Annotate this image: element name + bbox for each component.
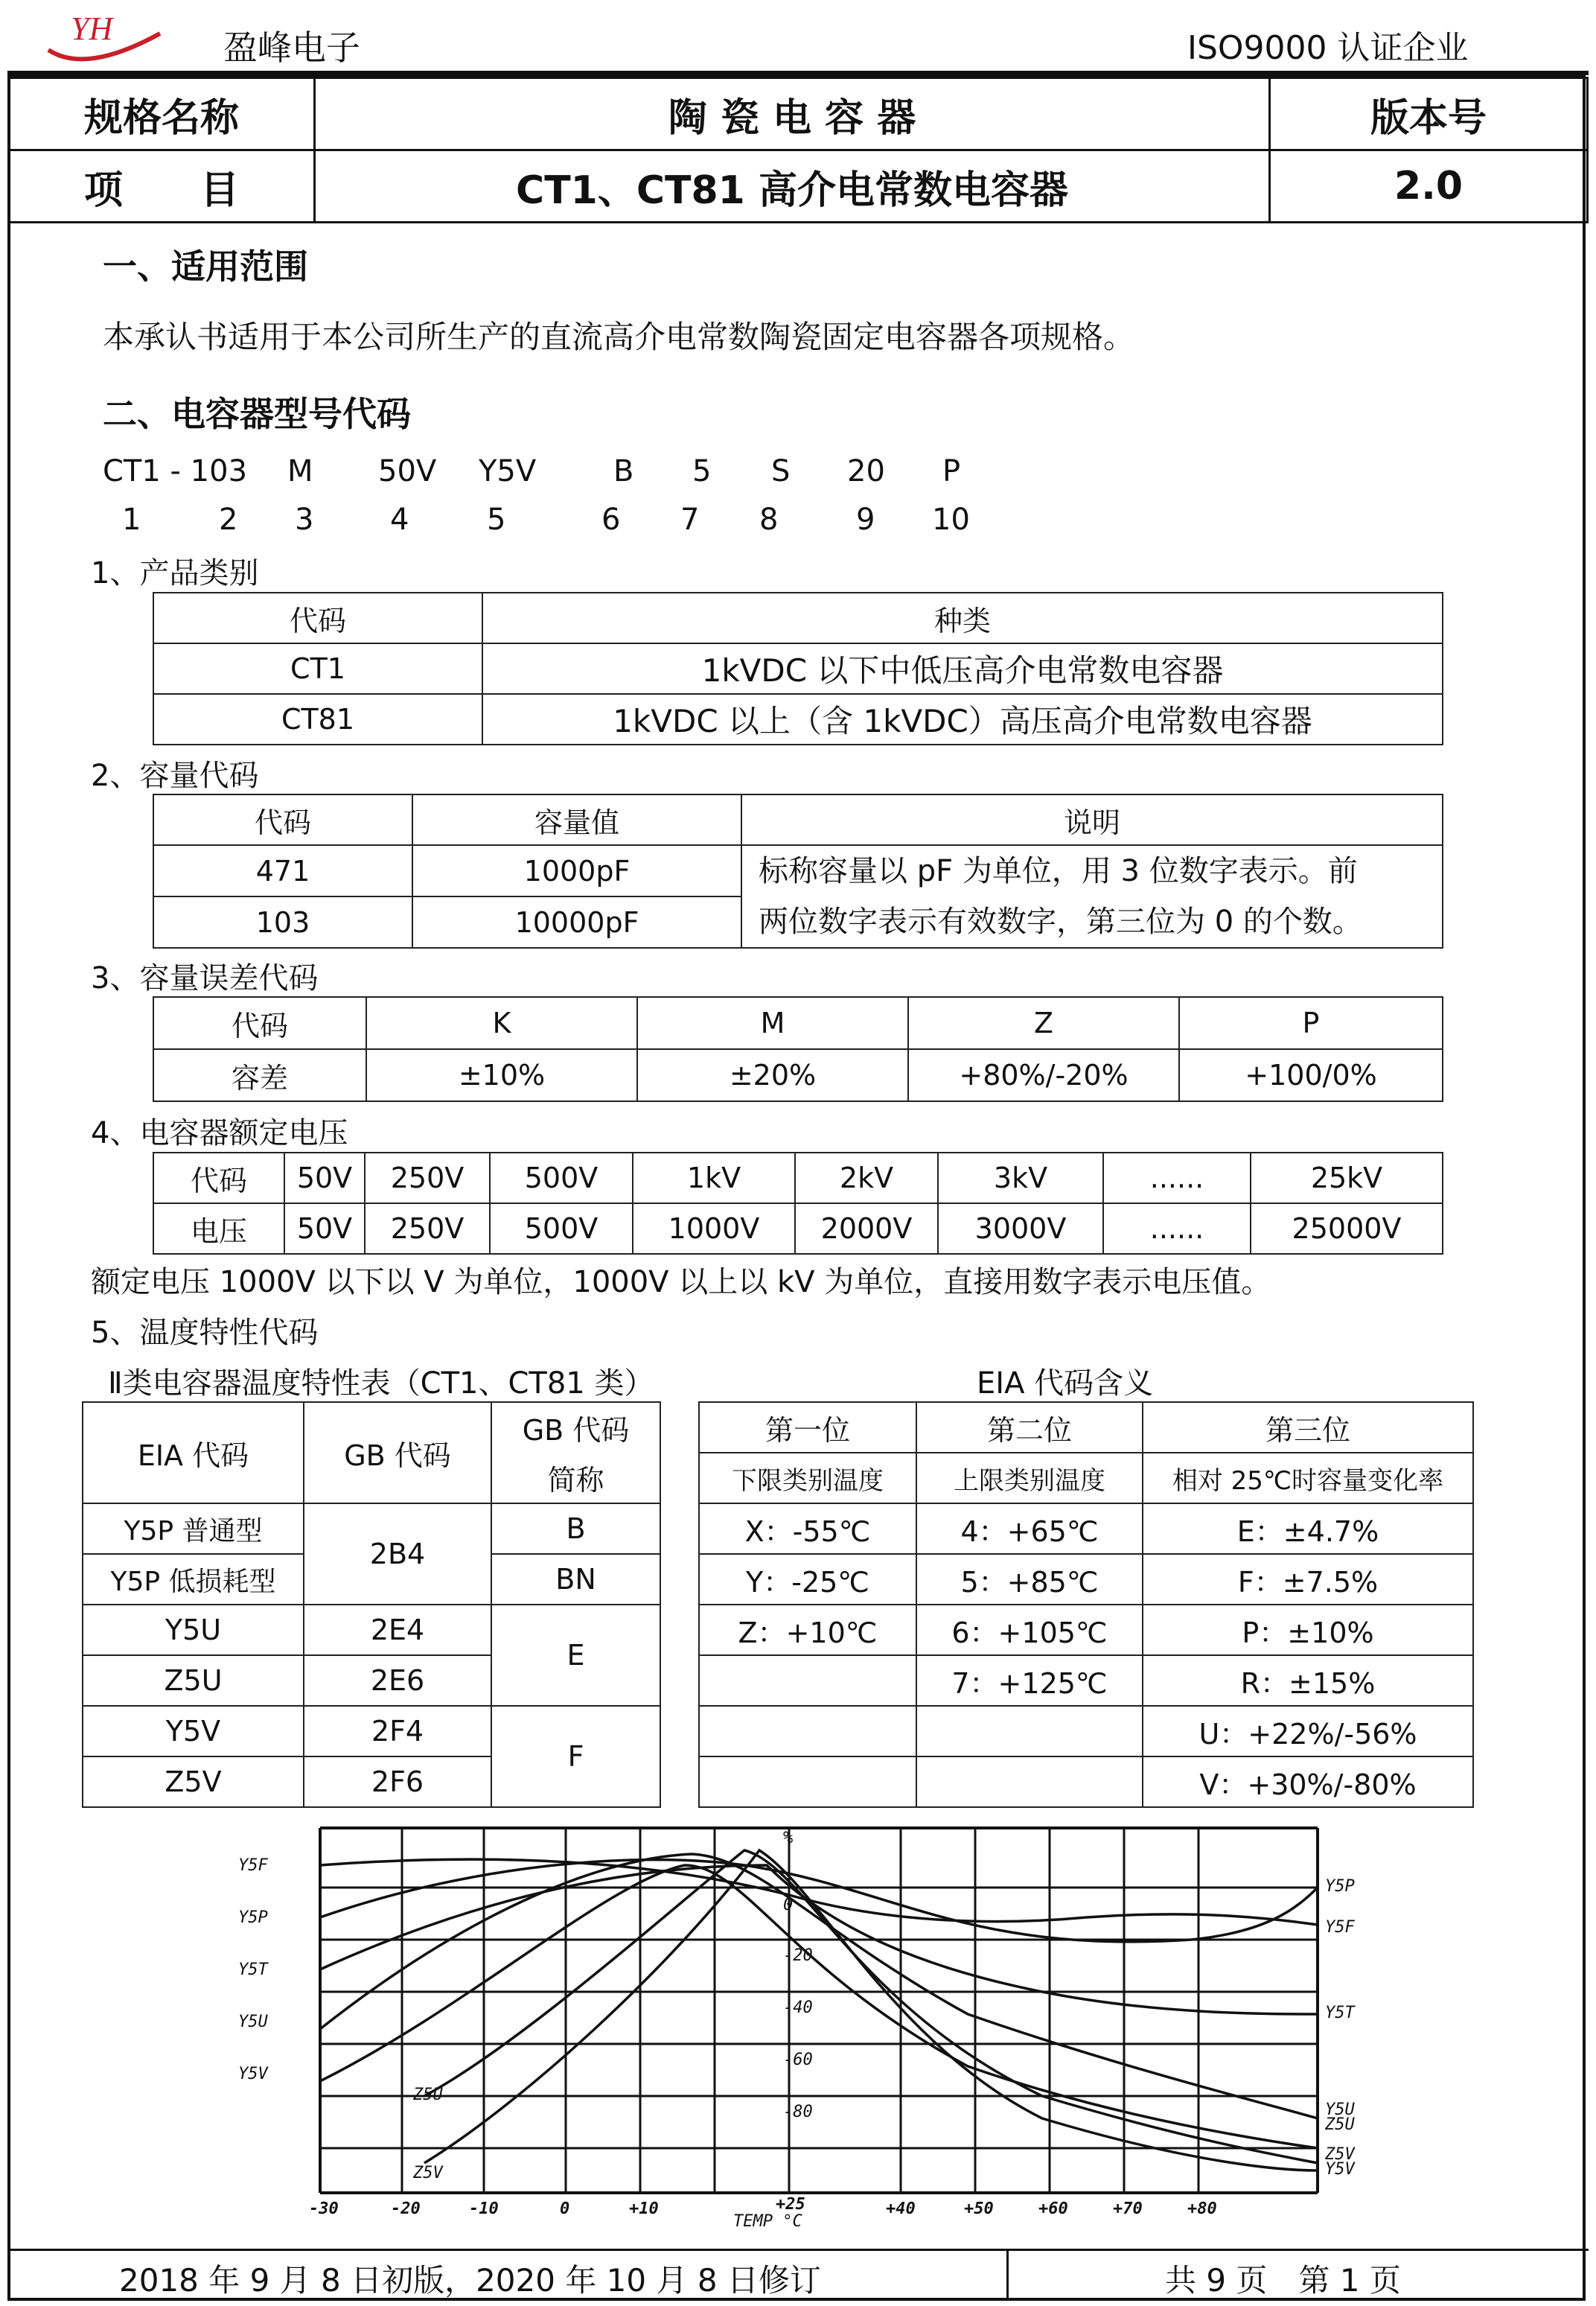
x-tick: -30 bbox=[309, 2200, 339, 2218]
curve-label: Z5V bbox=[1325, 2145, 1355, 2164]
x-tick: +25 bbox=[776, 2195, 805, 2214]
table-cell: 电压 bbox=[153, 1203, 284, 1254]
x-tick: 0 bbox=[560, 2200, 570, 2218]
table-header: 代码 bbox=[153, 794, 412, 845]
table-cell: Y5U bbox=[83, 1605, 304, 1655]
table-cell: E：±4.7% bbox=[1143, 1503, 1473, 1554]
table-cell: 10000pF bbox=[412, 896, 741, 948]
code-index: 6 bbox=[601, 503, 621, 537]
product-category-table bbox=[153, 592, 1443, 745]
table-cell bbox=[916, 1706, 1143, 1756]
table-header: 代码 bbox=[153, 593, 482, 643]
code-part: S bbox=[771, 454, 791, 488]
capacitance-code-table bbox=[153, 794, 1443, 949]
note-line: 两位数字表示有效数字，第三位为 0 的个数。 bbox=[759, 905, 1362, 939]
table-cell: 相对 25℃时容量变化率 bbox=[1143, 1453, 1473, 1503]
table-row bbox=[153, 845, 1443, 896]
table-header: GB 代码 bbox=[304, 1402, 491, 1503]
sub2-title: 2、容量代码 bbox=[91, 759, 259, 793]
curve-label: Y5U bbox=[1325, 2100, 1355, 2119]
curve-label: Y5V bbox=[238, 2065, 268, 2083]
code-index: 8 bbox=[759, 503, 779, 537]
table-cell: F：±7.5% bbox=[1143, 1554, 1473, 1605]
table-cell: 3000V bbox=[938, 1203, 1103, 1254]
code-index: 4 bbox=[390, 503, 409, 537]
table-header: 简称 bbox=[491, 1453, 660, 1503]
table-cell: 500V bbox=[490, 1203, 633, 1254]
table-cell: ±20% bbox=[637, 1049, 908, 1101]
section2-heading: 二、电容器型号代码 bbox=[103, 394, 411, 434]
temperature-characteristic-chart bbox=[223, 1821, 1385, 2230]
table-cell: 2kV bbox=[795, 1153, 938, 1203]
code-index: 10 bbox=[932, 503, 970, 537]
table-cell: CT81 bbox=[153, 694, 482, 745]
table-cell: K bbox=[366, 997, 637, 1049]
capacitance-note bbox=[741, 845, 1443, 948]
certification-label: ISO9000 认证企业 bbox=[1187, 29, 1469, 67]
curve-label: Y5F bbox=[238, 1856, 268, 1875]
voltage-table bbox=[153, 1152, 1443, 1255]
table-cell: ±10% bbox=[366, 1049, 637, 1101]
y-tick: -40 bbox=[783, 1998, 813, 2017]
table-cell bbox=[699, 1756, 916, 1807]
company-name: 盈峰电子 bbox=[223, 28, 360, 68]
curve-label: Z5V bbox=[413, 2164, 443, 2182]
table-header: 第二位 bbox=[916, 1402, 1143, 1453]
table-cell: Z bbox=[908, 997, 1179, 1049]
table-header: EIA 代码 bbox=[83, 1402, 304, 1503]
table-cell: 1000pF bbox=[412, 845, 741, 896]
table-cell: 1000V bbox=[633, 1203, 795, 1254]
y-tick: -60 bbox=[783, 2051, 813, 2069]
table-cell: 250V bbox=[365, 1153, 490, 1203]
y-tick: -80 bbox=[783, 2103, 813, 2121]
table-cell: 50V bbox=[284, 1153, 365, 1203]
code-part: M bbox=[287, 454, 313, 488]
code-part: 5 bbox=[692, 454, 712, 488]
version-label: 版本号 bbox=[1270, 78, 1588, 150]
version-value: 2.0 bbox=[1270, 150, 1588, 223]
model-code bbox=[103, 454, 1070, 491]
code-index: 1 bbox=[122, 503, 141, 537]
left-table-caption: Ⅱ类电容器温度特性表（CT1、CT81 类） bbox=[108, 1366, 654, 1401]
note-line: 标称容量以 pF 为单位，用 3 位数字表示。前 bbox=[759, 854, 1358, 888]
table-cell: 2000V bbox=[795, 1203, 938, 1254]
footer-page-number: 共 9 页 第 1 页 bbox=[1165, 2262, 1401, 2299]
curve-label: Y5V bbox=[1325, 2160, 1355, 2179]
y-tick: -20 bbox=[783, 1946, 813, 1965]
x-tick: +10 bbox=[629, 2200, 659, 2218]
table-cell: F bbox=[491, 1706, 660, 1807]
table-header: GB 代码 bbox=[491, 1402, 660, 1453]
table-cell: BN bbox=[491, 1554, 660, 1605]
table-cell: 1kVDC 以下中低压高介电常数电容器 bbox=[482, 643, 1443, 694]
curve-label: Y5F bbox=[1325, 1918, 1355, 1937]
table-cell: Z5U bbox=[83, 1655, 304, 1706]
sub5-title: 5、温度特性代码 bbox=[91, 1316, 319, 1350]
section1-text: 本承认书适用于本公司所生产的直流高介电常数陶瓷固定电容器各项规格。 bbox=[103, 319, 1135, 355]
item-name: CT1、CT81 高介电常数电容器 bbox=[315, 150, 1270, 223]
table-cell: X：-55℃ bbox=[699, 1503, 916, 1554]
curve-label: Z5U bbox=[413, 2086, 443, 2104]
table-cell: M bbox=[637, 997, 908, 1049]
table-header: 容量值 bbox=[412, 794, 741, 845]
table-cell: +100/0% bbox=[1179, 1049, 1443, 1101]
table-cell: 下限类别温度 bbox=[699, 1453, 916, 1503]
table-cell: 2F4 bbox=[304, 1706, 491, 1756]
footer-revision: 2018 年 9 月 8 日初版，2020 年 10 月 8 日修订 bbox=[119, 2262, 821, 2299]
table-cell: Y5P 低损耗型 bbox=[83, 1554, 304, 1605]
table-cell: CT1 bbox=[153, 643, 482, 694]
table-cell: 1kVDC 以上（含 1kVDC）高压高介电常数电容器 bbox=[482, 694, 1443, 745]
table-cell: Z5V bbox=[83, 1756, 304, 1807]
sub1-title: 1、产品类别 bbox=[91, 556, 259, 590]
curve-label: Y5U bbox=[238, 2013, 268, 2031]
table-cell: 2F6 bbox=[304, 1756, 491, 1807]
curve-label: Y5P bbox=[1325, 1877, 1355, 1896]
table-cell bbox=[916, 1756, 1143, 1807]
table-cell: 2B4 bbox=[304, 1503, 491, 1605]
table-cell: 50V bbox=[284, 1203, 365, 1254]
spec-name: 陶 瓷 电 容 器 bbox=[315, 78, 1270, 150]
table-cell: 25000V bbox=[1251, 1203, 1443, 1254]
table-cell: Y：-25℃ bbox=[699, 1554, 916, 1605]
sub4-title: 4、电容器额定电压 bbox=[91, 1116, 348, 1150]
table-cell: Y5P 普通型 bbox=[83, 1503, 304, 1554]
y-tick: 0 bbox=[783, 1896, 794, 1914]
code-part: B bbox=[613, 454, 634, 488]
table-cell: 471 bbox=[153, 845, 412, 896]
table-cell: U：+22%/-56% bbox=[1143, 1706, 1473, 1756]
table-row bbox=[153, 643, 1443, 694]
tolerance-table bbox=[153, 996, 1443, 1102]
right-table-caption: EIA 代码含义 bbox=[977, 1366, 1154, 1401]
footer-divider bbox=[1006, 2249, 1009, 2301]
code-index: 3 bbox=[295, 503, 314, 537]
voltage-note: 额定电压 1000V 以下以 V 为单位，1000V 以上以 kV 为单位，直接用数字表示电压值。 bbox=[91, 1265, 1271, 1299]
table-cell: ...... bbox=[1103, 1203, 1251, 1254]
x-tick: +70 bbox=[1113, 2200, 1143, 2218]
table-cell: 1kV bbox=[633, 1153, 795, 1203]
curve-label: Z5U bbox=[1325, 2115, 1355, 2134]
sub3-title: 3、容量误差代码 bbox=[91, 961, 319, 996]
table-cell: R：±15% bbox=[1143, 1655, 1473, 1706]
table-cell: 容差 bbox=[153, 1049, 366, 1101]
table-cell: ...... bbox=[1103, 1153, 1251, 1203]
table-cell: P bbox=[1179, 997, 1443, 1049]
y-unit: % bbox=[783, 1829, 794, 1847]
table-cell: P：±10% bbox=[1143, 1605, 1473, 1655]
table-cell: 4：+65℃ bbox=[916, 1503, 1143, 1554]
table-cell: 103 bbox=[153, 896, 412, 948]
table-header: 第一位 bbox=[699, 1402, 916, 1453]
table-cell bbox=[699, 1706, 916, 1756]
code-index: 9 bbox=[856, 503, 875, 537]
table-cell: V：+30%/-80% bbox=[1143, 1756, 1473, 1807]
code-index: 2 bbox=[219, 503, 238, 537]
code-index: 5 bbox=[487, 503, 506, 537]
code-part: P bbox=[942, 454, 961, 488]
table-cell: 5：+85℃ bbox=[916, 1554, 1143, 1605]
code-part: Y5V bbox=[479, 454, 537, 488]
x-tick: +40 bbox=[886, 2200, 916, 2218]
logo-text: YH bbox=[71, 10, 113, 47]
x-tick: -20 bbox=[391, 2200, 421, 2218]
table-cell: 6：+105℃ bbox=[916, 1605, 1143, 1655]
eia-code-table bbox=[698, 1401, 1474, 1808]
chart-left-labels bbox=[238, 1856, 444, 2182]
x-tick: +80 bbox=[1187, 2200, 1217, 2218]
table-cell: 上限类别温度 bbox=[916, 1453, 1143, 1503]
table-cell: 7：+125℃ bbox=[916, 1655, 1143, 1706]
table-cell: Y5V bbox=[83, 1706, 304, 1756]
table-cell: 25kV bbox=[1251, 1153, 1443, 1203]
table-cell: 250V bbox=[365, 1203, 490, 1254]
curve-label: Y5T bbox=[1325, 2004, 1355, 2022]
x-tick: +50 bbox=[964, 2200, 994, 2218]
x-axis-label: TEMP °C bbox=[733, 2212, 802, 2230]
table-header: 第三位 bbox=[1143, 1402, 1473, 1453]
table-cell bbox=[699, 1655, 916, 1706]
company-logo bbox=[41, 4, 167, 63]
item-label: 项 目 bbox=[9, 150, 315, 223]
x-tick: +60 bbox=[1038, 2200, 1068, 2218]
title-block bbox=[7, 77, 1589, 223]
x-tick: -10 bbox=[469, 2200, 499, 2218]
table-cell: 2E6 bbox=[304, 1655, 491, 1706]
chart-right-labels bbox=[1324, 1877, 1356, 2179]
table-cell: E bbox=[491, 1605, 660, 1706]
table-cell: +80%/-20% bbox=[908, 1049, 1179, 1101]
table-cell: 3kV bbox=[938, 1153, 1103, 1203]
table-cell: 代码 bbox=[153, 1153, 284, 1203]
spec-label: 规格名称 bbox=[9, 78, 315, 150]
code-index: 7 bbox=[680, 503, 700, 537]
code-part: CT1 - 103 bbox=[103, 454, 248, 488]
curve-label: Y5T bbox=[238, 1961, 268, 1979]
table-header: 说明 bbox=[741, 794, 1443, 845]
table-cell: 500V bbox=[490, 1153, 633, 1203]
code-part: 50V bbox=[378, 454, 437, 488]
table-cell: 2E4 bbox=[304, 1605, 491, 1655]
table-cell: B bbox=[491, 1503, 660, 1554]
curve-label: Y5P bbox=[238, 1908, 268, 1927]
table-header: 种类 bbox=[482, 593, 1443, 643]
model-code-index bbox=[103, 503, 1070, 540]
table-cell: Z：+10℃ bbox=[699, 1605, 916, 1655]
section1-heading: 一、适用范围 bbox=[103, 246, 308, 287]
table-row bbox=[153, 694, 1443, 745]
code-part: 20 bbox=[847, 454, 885, 488]
temperature-gb-table bbox=[82, 1401, 661, 1808]
table-cell: 代码 bbox=[153, 997, 366, 1049]
footer-rule bbox=[7, 2249, 1589, 2251]
chart-x-ticks bbox=[309, 2195, 1217, 2230]
